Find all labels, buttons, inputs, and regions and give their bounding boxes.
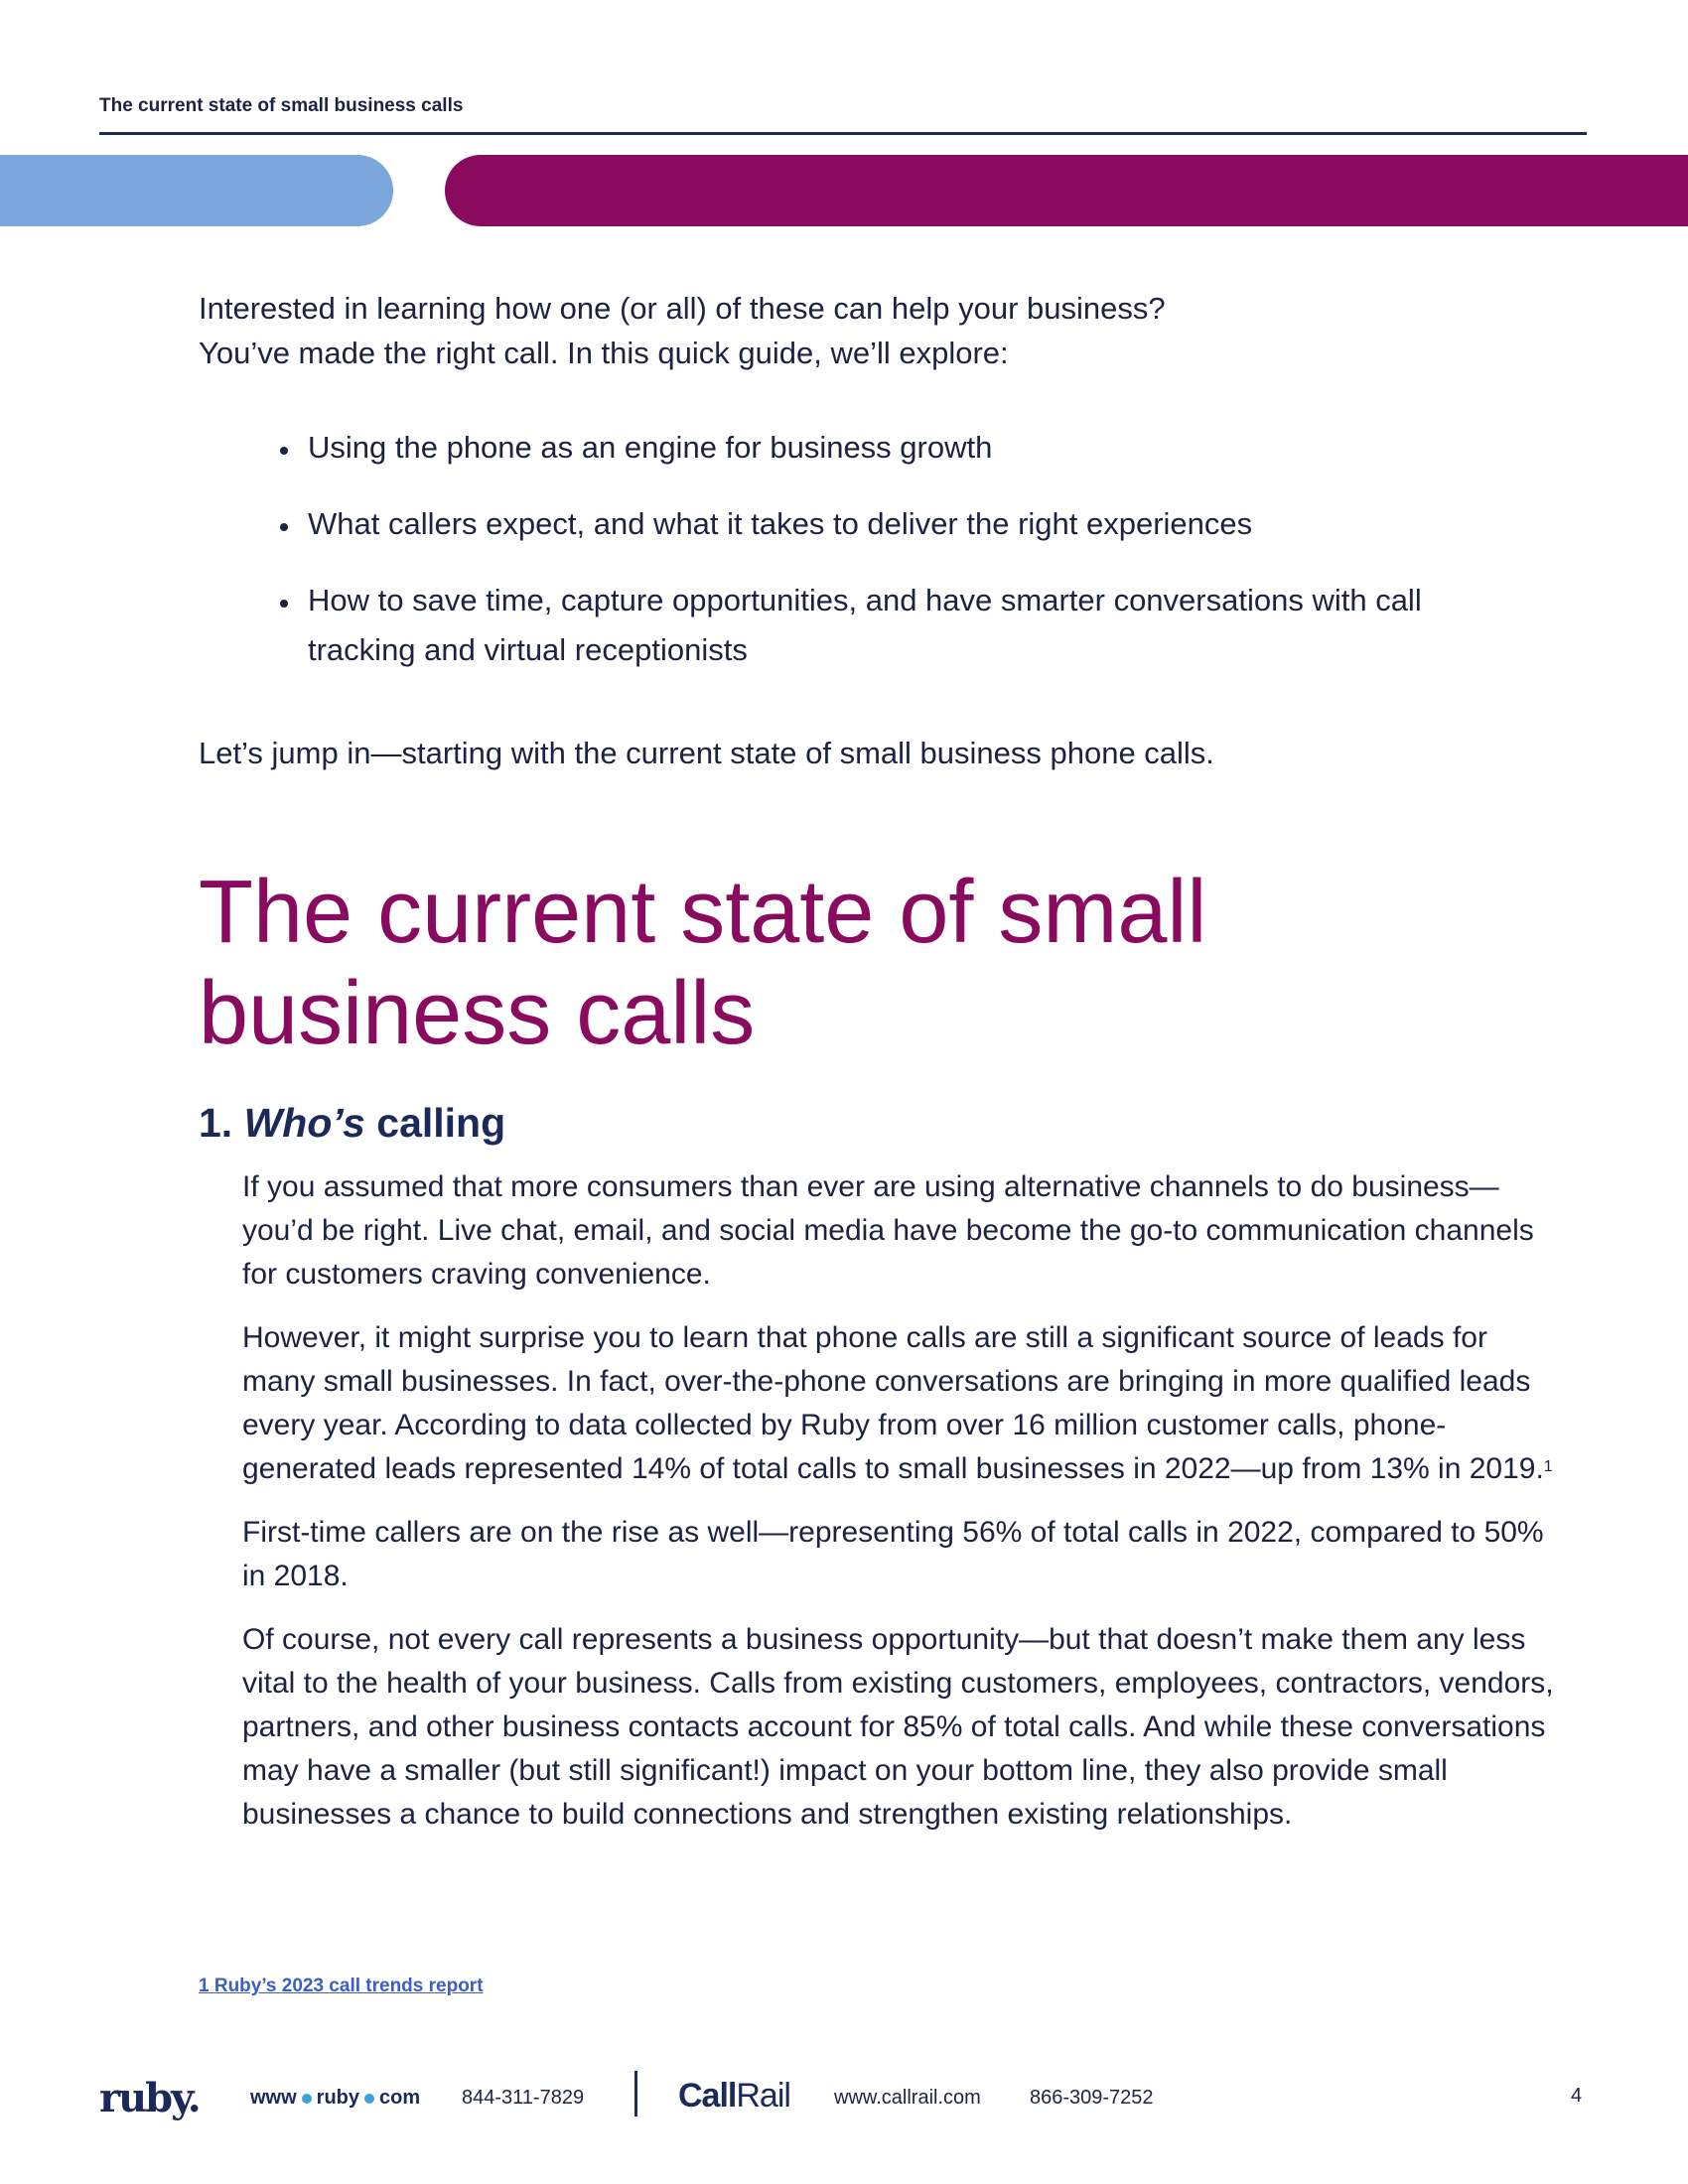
ruby-url[interactable] bbox=[250, 2087, 420, 2110]
ruby-phone: 844-311-7829 bbox=[462, 2087, 585, 2109]
intro-line: You’ve made the right call. In this quick guide, we’ll explore: bbox=[199, 336, 1009, 370]
decorative-band-blue bbox=[0, 155, 393, 226]
bullet-text: What callers expect, and what it takes to deliver the right experiences bbox=[308, 506, 1253, 541]
callrail-phone: 866-309-7252 bbox=[1030, 2087, 1154, 2109]
section-body bbox=[242, 1165, 1563, 1856]
section-heading-rest: calling bbox=[376, 1100, 506, 1146]
page-title-line: The current state of small bbox=[199, 863, 1207, 962]
page-number: 4 bbox=[1571, 2085, 1583, 2107]
footnote-marker: 1 bbox=[1543, 1458, 1553, 1475]
decorative-band-purple bbox=[445, 155, 1688, 226]
footer-divider bbox=[634, 2071, 637, 2116]
body-paragraph bbox=[242, 1316, 1563, 1491]
intro-line: Interested in learning how one (or all) of these can help your business? bbox=[199, 291, 1166, 326]
section-number: 1. bbox=[199, 1100, 233, 1146]
callrail-logo bbox=[678, 2077, 790, 2116]
bullet-item bbox=[280, 499, 1472, 549]
bullet-item bbox=[280, 576, 1472, 675]
intro-closing: Let’s jump in—starting with the current state of small business phone calls. bbox=[199, 736, 1214, 770]
dot-separator-icon bbox=[364, 2094, 374, 2104]
callrail-url[interactable]: www.callrail.com bbox=[834, 2087, 981, 2109]
section-heading-emphasis: Who’s bbox=[243, 1100, 365, 1146]
bullet-text: How to save time, capture opportunities, and have smarter conversations with call tracking and virtual receptionists bbox=[308, 583, 1422, 667]
body-paragraph-text: However, it might surprise you to learn that phone calls are still a significant source of leads for many small businesses. In fact, over-the-phone conversations are bringing in more qualified leads every year. According to data collected by Ruby from over 16 million customer calls, phone-generated leads represented 14% of total calls to small businesses in 2022—up from 13% in 2019. bbox=[242, 1321, 1544, 1485]
dot-separator-icon bbox=[302, 2094, 312, 2104]
intro-paragraph bbox=[199, 286, 1489, 375]
bullet-text: Using the phone as an engine for business growth bbox=[308, 430, 993, 465]
body-paragraph: Of course, not every call represents a business opportunity—but that doesn’t make them any less vital to the health of your business. Calls from existing customers, employees, contractors, vendors, partners, and other business contacts account for 85% of total calls. And while these conversations may have a smaller (but still significant!) impact on your bottom line, they also provide small businesses a chance to build connections and strengthen existing relationships. bbox=[242, 1623, 1554, 1831]
section-heading bbox=[199, 1098, 505, 1148]
ruby-logo: ruby. bbox=[99, 2075, 200, 2121]
ruby-url-part: ruby bbox=[316, 2087, 360, 2109]
ruby-url-part: com bbox=[379, 2087, 421, 2109]
callrail-logo-rail: Rail bbox=[736, 2077, 790, 2115]
intro-bullet-list bbox=[280, 423, 1472, 702]
page-title bbox=[199, 862, 1489, 1064]
ruby-url-part: www bbox=[250, 2087, 297, 2109]
page-footer bbox=[0, 2065, 1688, 2124]
footnote-link[interactable]: 1 Ruby’s 2023 call trends report bbox=[199, 1976, 484, 1996]
callrail-logo-call: Call bbox=[678, 2077, 737, 2115]
body-paragraph: If you assumed that more consumers than ever are using alternative channels to do business—you’d be right. Live chat, email, and social media have become the go-to communication channels for customers craving convenience. bbox=[242, 1170, 1534, 1291]
running-header: The current state of small business calls bbox=[99, 95, 464, 116]
page-title-line: business calls bbox=[199, 964, 756, 1063]
body-paragraph: First-time callers are on the rise as well—representing 56% of total calls in 2022, compared to 50% in 2018. bbox=[242, 1516, 1544, 1592]
header-rule bbox=[99, 132, 1587, 135]
bullet-item bbox=[280, 423, 1472, 473]
